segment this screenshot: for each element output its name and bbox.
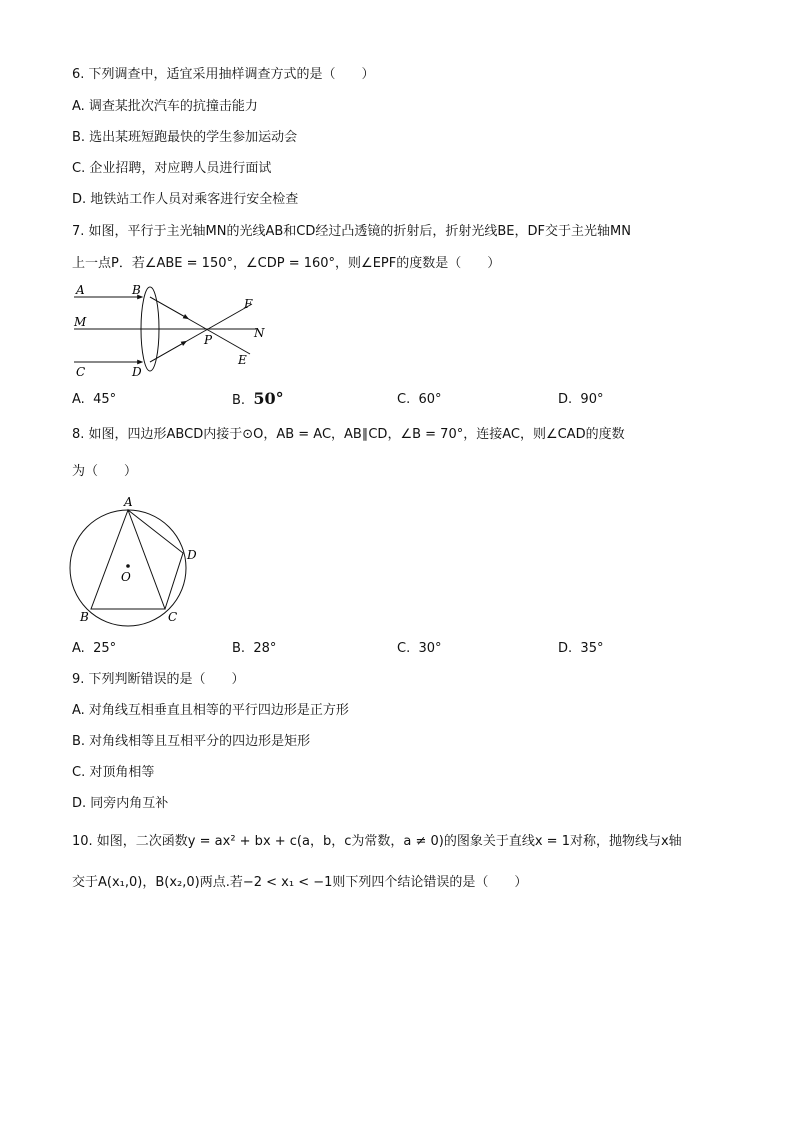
q8-option-b: B. 28°: [232, 641, 277, 656]
label-o: O: [121, 570, 131, 584]
q10-stem-line1: 10. 如图，二次函数y = ax² + bx + c(a，b，c为常数，a ≠ 0)的图象关于直线x = 1对称，抛物线与x轴: [72, 834, 682, 849]
q6-option-a: A. 调查某批次汽车的抗撞击能力: [72, 99, 258, 114]
label-f: F: [244, 297, 253, 311]
label-m: M: [74, 315, 87, 329]
label-c: C: [76, 365, 86, 379]
segment-a-d-c: [128, 510, 183, 609]
q9-option-d: D. 同旁内角互补: [72, 796, 169, 811]
q8-stem-line1: 8. 如图，四边形ABCD内接于⊙O，AB = AC，AB∥CD，∠B = 70°，连接AC，则∠CAD的度数: [72, 427, 625, 442]
q6-stem: 6. 下列调查中，适宜采用抽样调查方式的是（ ）: [72, 67, 375, 82]
q9-option-b: B. 对角线相等且互相平分的四边形是矩形: [72, 734, 311, 749]
q6-option-b: B. 选出某班短跑最快的学生参加运动会: [72, 130, 298, 145]
q7-option-b: B. 50°: [232, 389, 284, 408]
q6-option-c: C. 企业招聘，对应聘人员进行面试: [72, 161, 272, 176]
label-c: C: [168, 610, 178, 624]
q9-option-a: A. 对角线互相垂直且相等的平行四边形是正方形: [72, 703, 349, 718]
label-p: P: [204, 333, 213, 347]
q7-options: [72, 391, 732, 411]
label-b: B: [80, 610, 89, 624]
q8-option-d: D. 35°: [558, 641, 604, 656]
q8-options: [72, 640, 732, 660]
q7-stem-line2: 上一点P．若∠ABE = 150°，∠CDP = 160°，则∠EPF的度数是（ ）: [72, 256, 501, 271]
q6-option-d: D. 地铁站工作人员对乘客进行安全检查: [72, 192, 299, 207]
q8-circle-figure: [66, 492, 206, 628]
label-a: A: [76, 283, 85, 297]
label-b: B: [132, 283, 141, 297]
q9-stem: 9. 下列判断错误的是（ ）: [72, 672, 245, 687]
label-a: A: [124, 495, 133, 509]
label-n: N: [254, 326, 265, 340]
label-e: E: [238, 353, 247, 367]
label-d: D: [187, 548, 197, 562]
q7-lens-figure: [70, 282, 270, 382]
q7-option-a: A. 45°: [72, 392, 117, 407]
triangle-abc: [91, 510, 165, 609]
q7-option-c: C. 60°: [397, 392, 442, 407]
q7-option-d: D. 90°: [558, 392, 604, 407]
q8-option-c: C. 30°: [397, 641, 442, 656]
q9-option-c: C. 对顶角相等: [72, 765, 155, 780]
center-dot: [126, 564, 130, 568]
q10-stem-line2: 交于A(x₁,0)，B(x₂,0)两点.若−2 < x₁ < −1则下列四个结论错误的是（ ）: [72, 875, 528, 890]
q8-stem-line2: 为（ ）: [72, 464, 138, 479]
q7-stem-line1: 7. 如图，平行于主光轴MN的光线AB和CD经过凸透镜的折射后，折射光线BE，DF交于主光轴MN: [72, 224, 631, 239]
label-d: D: [132, 365, 142, 379]
q8-option-a: A. 25°: [72, 641, 117, 656]
